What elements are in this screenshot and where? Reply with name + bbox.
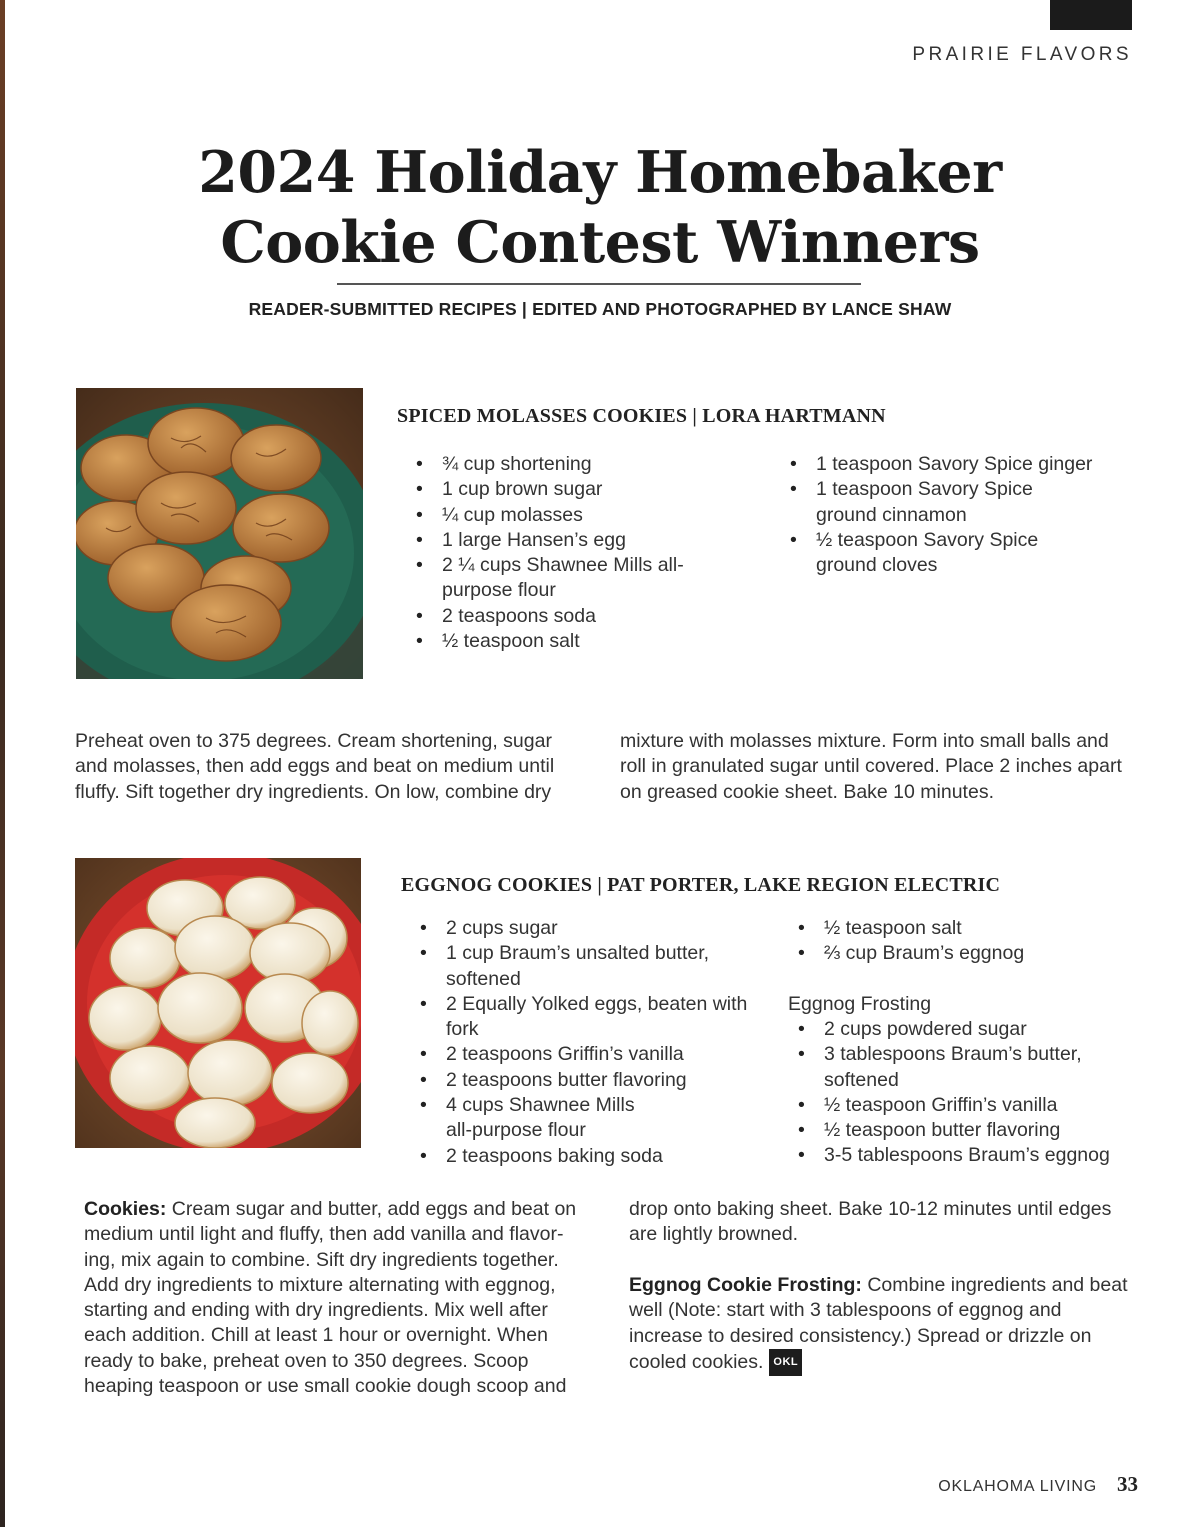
recipe-1-ingredients-col-2 [790, 452, 1110, 578]
magazine-name: OKLAHOMA LIVING [938, 1478, 1097, 1495]
ingredient-item: • ½ teaspoon salt [798, 916, 1118, 941]
frosting-label: Eggnog Cookie Frosting: [629, 1274, 862, 1296]
ingredient-item: • 1 cup Braum’s unsalted butter, softened [420, 941, 760, 992]
page-title [0, 138, 1200, 278]
frosting-text: Combine ingredients and beat well (Note: start with 3 tablespoons of eggnog and increase to desired consistency.) Spread or drizzle on cooled cookies. [629, 1274, 1128, 1373]
ingredient-item: • 2 teaspoons baking soda [420, 1144, 760, 1169]
title-divider [337, 283, 861, 285]
ingredient-item: • 2 teaspoons soda [416, 604, 686, 629]
title-line-1: 2024 Holiday Homebaker [198, 139, 1002, 206]
recipe-2-ingredients-col-1 [420, 916, 760, 1169]
molasses-cookies-photo [76, 388, 363, 679]
ingredient-item: • ⅔ cup Braum’s eggnog [798, 941, 1118, 966]
recipe-1-directions-col-2: mixture with molasses mixture. Form into small balls and roll in granulated sugar until covered. Place 2 inches apart on greased cookie sheet. Bake 10 minutes. [620, 730, 1122, 803]
page-footer [938, 1472, 1138, 1497]
ingredient-item: • ½ teaspoon Griffin’s vanilla [798, 1093, 1128, 1118]
ingredient-item: • ¼ cup molasses [416, 503, 686, 528]
ingredient-item: • 2 Equally Yolked eggs, beaten with fork [420, 992, 760, 1043]
cookies-label: Cookies: [84, 1198, 167, 1220]
ingredient-item: • ¾ cup shortening [416, 452, 686, 477]
ingredient-item: • 2 ¼ cups Shawnee Mills all-purpose flour [416, 553, 686, 604]
ingredient-item: • ½ teaspoon Savory Spice ground cloves [790, 528, 1110, 579]
cookies-text: Cream sugar and butter, add eggs and beat on medium until light and fluffy, then add vanilla and flavor-ing, mix again to combine. Sift dry ingredients together. Add dry ingredients to mixture alternating with eggnog, starting and ending with dry ingredients. Mix well after each addition. Chill at least 1 hour or overnight. When ready to bake, preheat oven to 350 degrees. Scoop heaping teaspoon or use small cookie dough scoop and [84, 1198, 577, 1398]
ingredient-item: • 2 cups sugar [420, 916, 760, 941]
ingredient-item: • 1 teaspoon Savory Spice ground cinnamon [790, 477, 1110, 528]
ingredient-item: • 2 teaspoons butter flavoring [420, 1068, 760, 1093]
frosting-heading: Eggnog Frosting [788, 993, 932, 1015]
ingredient-item: • 3-5 tablespoons Braum’s eggnog [798, 1143, 1128, 1168]
ingredient-item: • 1 teaspoon Savory Spice ginger [790, 452, 1110, 477]
ingredient-item: • 1 cup brown sugar [416, 477, 686, 502]
page-number: 33 [1117, 1472, 1138, 1496]
ingredient-item: • 1 large Hansen’s egg [416, 528, 686, 553]
ingredient-item: • ½ teaspoon butter flavoring [798, 1118, 1128, 1143]
byline: READER-SUBMITTED RECIPES | EDITED AND PHOTOGRAPHED BY LANCE SHAW [248, 299, 952, 319]
recipe-2-title: EGGNOG COOKIES | PAT PORTER, LAKE REGION ELECTRIC [401, 874, 1001, 896]
recipe-1-ingredients-col-1 [416, 452, 686, 654]
cookies-directions-cont: drop onto baking sheet. Bake 10-12 minutes until edges are lightly browned. [629, 1198, 1112, 1246]
eggnog-cookies-photo [75, 858, 361, 1148]
frosting-directions [629, 1273, 1134, 1376]
recipe-1-directions-col-1: Preheat oven to 375 degrees. Cream shortening, sugar and molasses, then add eggs and beat on medium until fluffy. Sift together dry ingredients. On low, combine dry [75, 730, 555, 803]
ingredient-item: • ½ teaspoon salt [416, 629, 686, 654]
end-mark: OKL [769, 1349, 802, 1376]
ingredient-item: • 2 teaspoons Griffin’s vanilla [420, 1042, 760, 1067]
ingredient-item: • 3 tablespoons Braum’s butter, softened [798, 1042, 1128, 1093]
ingredient-item: • 2 cups powdered sugar [798, 1017, 1128, 1042]
frosting-ingredients [798, 1017, 1128, 1169]
recipe-2-ingredients-col-2 [798, 916, 1118, 967]
section-label: PRAIRIE FLAVORS [912, 44, 1132, 65]
corner-tab [1050, 0, 1132, 30]
cookies-directions [84, 1197, 584, 1399]
recipe-1-title: SPICED MOLASSES COOKIES | LORA HARTMANN [397, 405, 886, 427]
title-line-2: Cookie Contest Winners [220, 209, 980, 276]
ingredient-item: • 4 cups Shawnee Mills all-purpose flour [420, 1093, 760, 1144]
